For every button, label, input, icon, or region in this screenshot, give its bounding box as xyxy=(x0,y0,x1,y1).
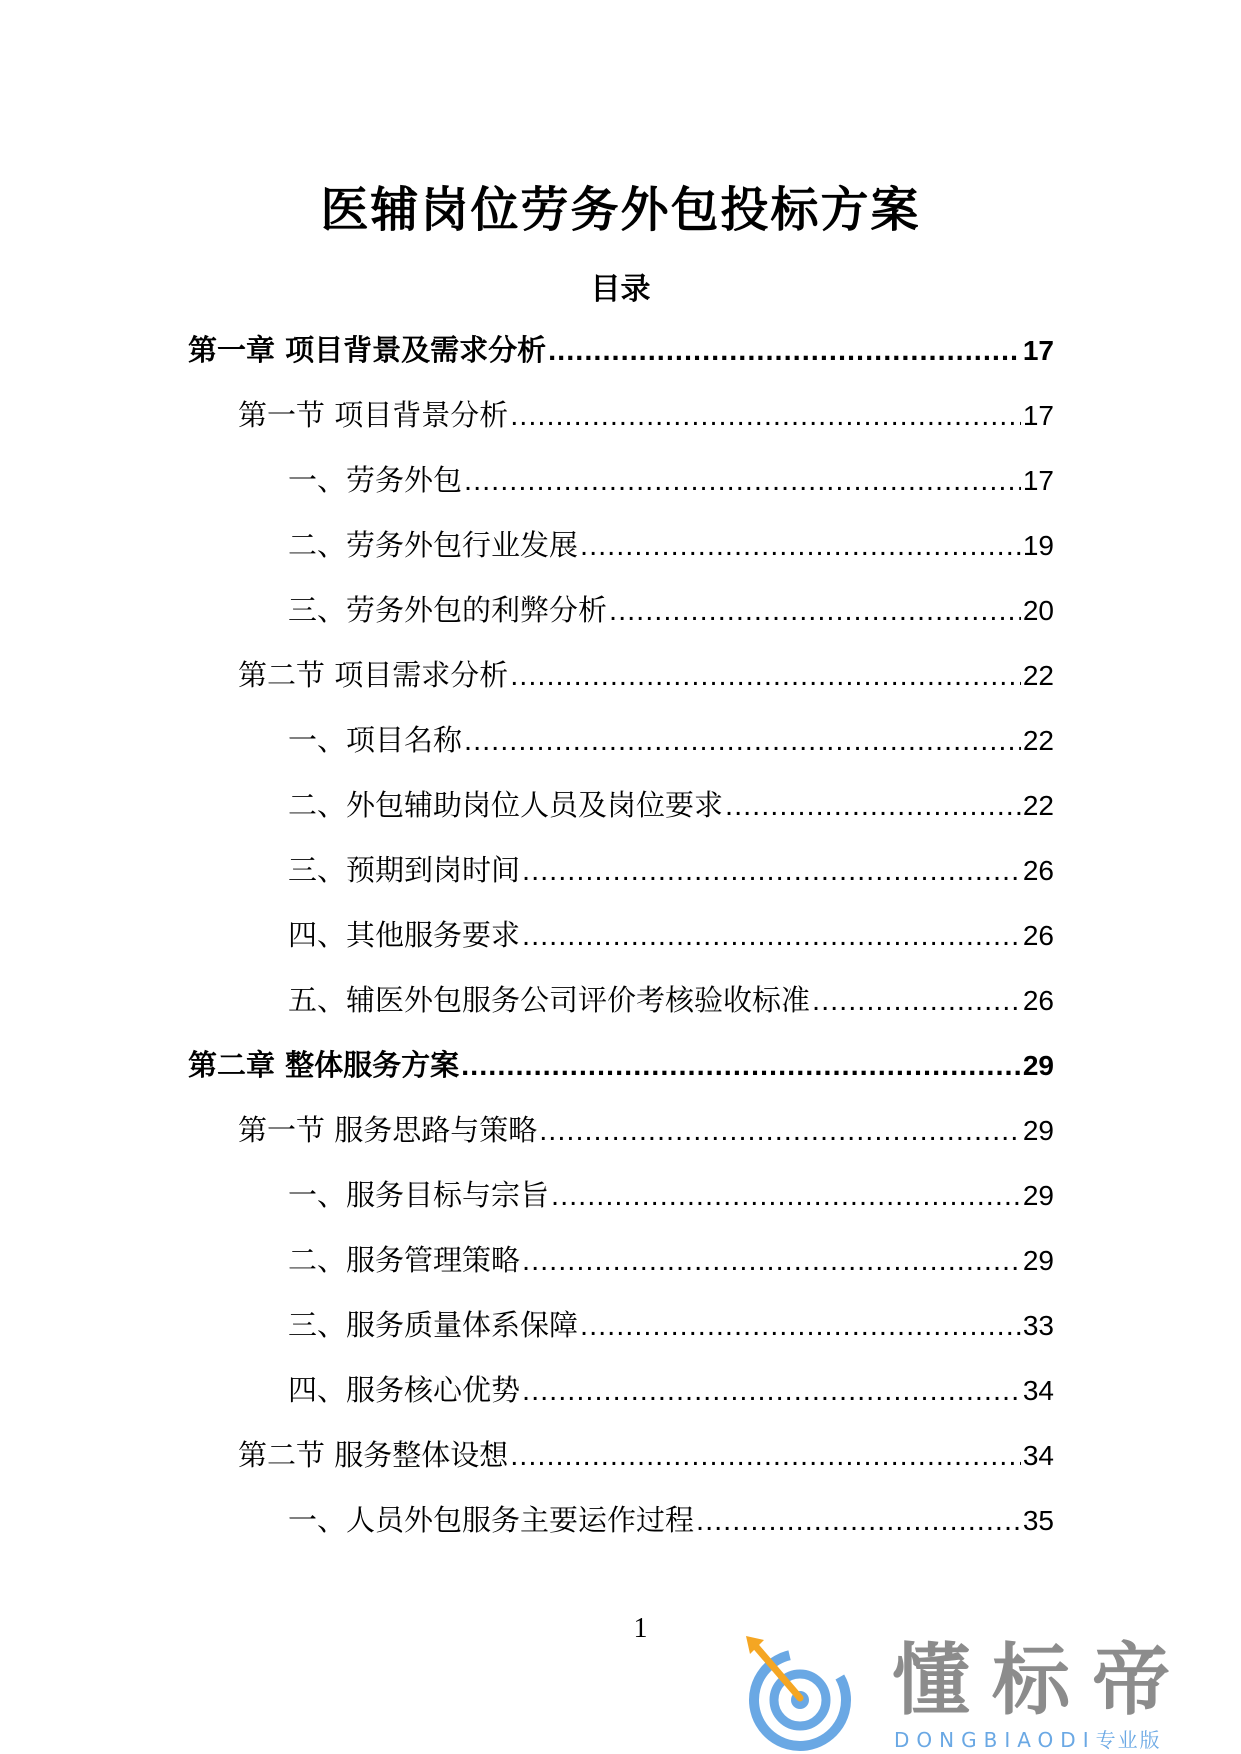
toc-entry[interactable] xyxy=(188,1108,1054,1173)
toc-entry-title: 四、服务核心优势 xyxy=(288,1373,521,1407)
toc-leader-dots xyxy=(725,784,1021,828)
toc-entry-title: 第一节 服务思路与策略 xyxy=(238,1113,538,1147)
toc-entry[interactable] xyxy=(188,328,1054,393)
toc-entry-title: 五、辅医外包服务公司评价考核验收标准 xyxy=(288,983,811,1017)
toc-entry-title: 三、劳务外包的利弊分析 xyxy=(288,593,608,627)
toc-entry-page: 29 xyxy=(1022,1050,1054,1081)
toc-leader-dots xyxy=(510,1434,1021,1478)
toc-entry[interactable] xyxy=(188,978,1054,1043)
toc-leader-dots xyxy=(464,719,1021,763)
toc-entry[interactable] xyxy=(188,393,1054,458)
toc-entry-page: 17 xyxy=(1022,465,1054,496)
toc-entry-title: 第一章 项目背景及需求分析 xyxy=(188,333,547,367)
toc-leader-dots xyxy=(551,1174,1021,1218)
toc-entry[interactable] xyxy=(188,653,1054,718)
toc-entry-title: 第一节 项目背景分析 xyxy=(238,398,509,432)
toc-leader-dots xyxy=(539,1109,1021,1153)
toc-entry[interactable] xyxy=(188,523,1054,588)
toc-entry-page: 29 xyxy=(1022,1180,1054,1211)
toc-entry-page: 33 xyxy=(1022,1310,1054,1341)
watermark-brand-name: 懂标帝 xyxy=(892,1636,1193,1726)
toc-entry-title: 一、劳务外包 xyxy=(288,463,463,497)
toc-entry[interactable] xyxy=(188,1368,1054,1433)
toc-entry-page: 26 xyxy=(1022,920,1054,951)
toc-leader-dots xyxy=(522,849,1021,893)
toc-entry[interactable] xyxy=(188,783,1054,848)
toc-entry-title: 第二节 服务整体设想 xyxy=(238,1438,509,1472)
toc-entry-page: 20 xyxy=(1022,595,1054,626)
toc-heading: 目录 xyxy=(590,272,651,307)
toc-leader-dots xyxy=(522,1369,1021,1413)
toc-entry-page: 19 xyxy=(1022,530,1054,561)
toc-entry[interactable] xyxy=(188,1433,1054,1498)
toc-entry[interactable] xyxy=(188,1303,1054,1368)
toc-entry-title: 第二章 整体服务方案 xyxy=(188,1048,460,1082)
toc-entry-page: 34 xyxy=(1022,1440,1054,1471)
toc-leader-dots xyxy=(522,914,1021,958)
toc-entry[interactable] xyxy=(188,588,1054,653)
target-arrow-icon xyxy=(742,1636,862,1754)
toc-leader-dots xyxy=(580,1304,1021,1348)
toc-entry-page: 29 xyxy=(1022,1245,1054,1276)
toc-entry-title: 一、服务目标与宗旨 xyxy=(288,1178,550,1212)
toc-leader-dots xyxy=(696,1499,1021,1543)
toc-entry-title: 一、人员外包服务主要运作过程 xyxy=(288,1503,695,1537)
toc-entry-page: 34 xyxy=(1022,1375,1054,1406)
toc-leader-dots xyxy=(580,524,1021,568)
toc-entry-page: 29 xyxy=(1022,1115,1054,1146)
toc-leader-dots xyxy=(464,459,1021,503)
toc-entry[interactable] xyxy=(188,458,1054,523)
watermark xyxy=(742,1636,1232,1754)
toc-entry[interactable] xyxy=(188,848,1054,913)
toc-entry-page: 22 xyxy=(1022,660,1054,691)
toc-entry-page: 17 xyxy=(1022,400,1054,431)
document-title: 医辅岗位劳务外包投标方案 xyxy=(320,182,921,238)
toc-leader-dots xyxy=(510,394,1021,438)
toc-entry-page: 26 xyxy=(1022,985,1054,1016)
toc-entry-page: 22 xyxy=(1022,725,1054,756)
toc-entry-page: 17 xyxy=(1022,335,1054,366)
toc-entry-title: 第二节 项目需求分析 xyxy=(238,658,509,692)
toc-entry-page: 35 xyxy=(1022,1505,1054,1536)
table-of-contents xyxy=(188,328,1054,1563)
toc-leader-dots xyxy=(548,329,1021,373)
watermark-subtitle xyxy=(894,1728,1162,1752)
toc-leader-dots xyxy=(461,1044,1021,1088)
toc-leader-dots xyxy=(812,979,1021,1023)
toc-entry-title: 二、劳务外包行业发展 xyxy=(288,528,579,562)
page-number: 1 xyxy=(633,1613,648,1644)
toc-entry[interactable] xyxy=(188,913,1054,978)
toc-entry[interactable] xyxy=(188,1043,1054,1108)
toc-leader-dots xyxy=(510,654,1021,698)
toc-entry[interactable] xyxy=(188,1498,1054,1563)
toc-entry[interactable] xyxy=(188,718,1054,783)
toc-entry-page: 22 xyxy=(1022,790,1054,821)
toc-entry[interactable] xyxy=(188,1238,1054,1303)
watermark-edition: 专业版 xyxy=(1095,1728,1162,1752)
toc-entry-title: 三、预期到岗时间 xyxy=(288,853,521,887)
toc-leader-dots xyxy=(522,1239,1021,1283)
toc-entry-title: 三、服务质量体系保障 xyxy=(288,1308,579,1342)
toc-leader-dots xyxy=(609,589,1021,633)
toc-entry-title: 二、服务管理策略 xyxy=(288,1243,521,1277)
toc-entry-page: 26 xyxy=(1022,855,1054,886)
toc-entry-title: 二、外包辅助岗位人员及岗位要求 xyxy=(288,788,724,822)
toc-entry[interactable] xyxy=(188,1173,1054,1238)
toc-entry-title: 一、项目名称 xyxy=(288,723,463,757)
watermark-pinyin: DONGBIAODI xyxy=(894,1728,1096,1752)
toc-entry-title: 四、其他服务要求 xyxy=(288,918,521,952)
